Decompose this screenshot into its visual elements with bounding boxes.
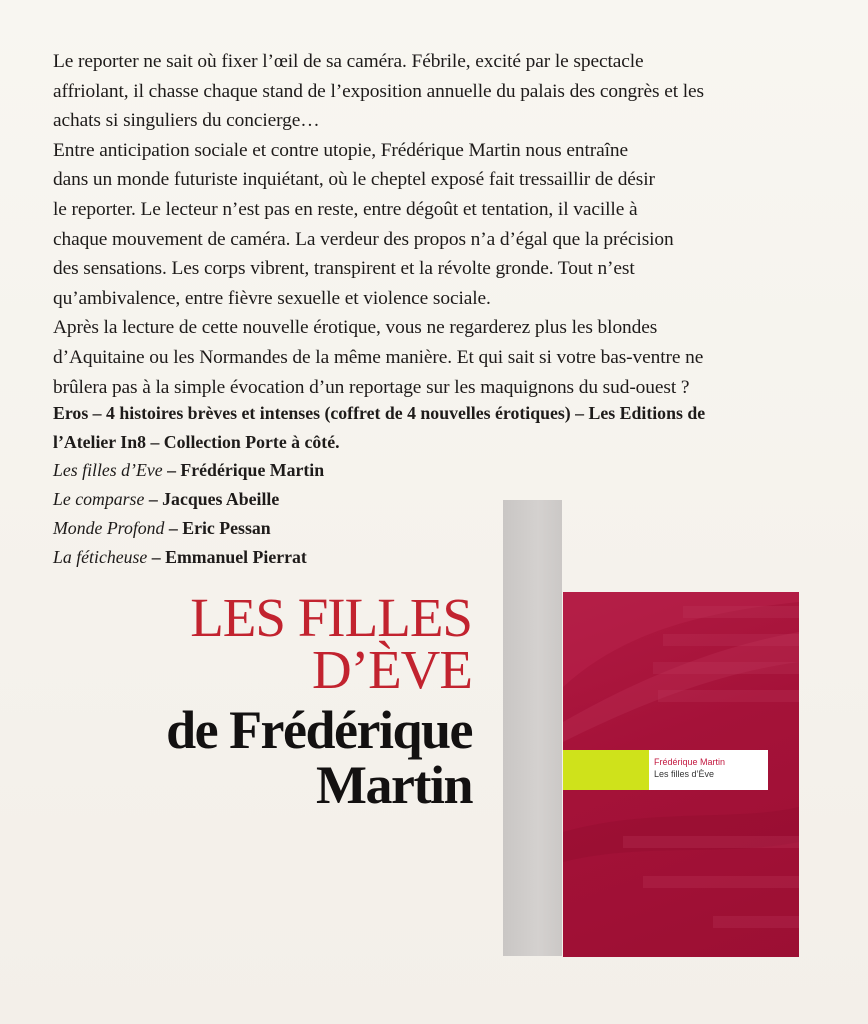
- story-title: Monde Profond: [53, 517, 165, 538]
- story-title: Les filles d’Eve: [53, 460, 163, 481]
- story-entry: [53, 485, 843, 514]
- book-cover-author: Frédérique Martin: [654, 757, 726, 767]
- article-body: [53, 47, 843, 402]
- headline-author-line: Martin: [316, 755, 472, 815]
- story-separator: –: [164, 517, 183, 538]
- story-entry: [53, 514, 843, 543]
- body-line: des sensations. Les corps vibrent, transpirent et la révolte gronde. Tout n’est: [53, 258, 635, 280]
- story-title: La féticheuse: [53, 546, 148, 567]
- collection-line: l’Atelier In8 – Collection Porte à côté.: [53, 431, 340, 452]
- body-line: achats si singuliers du concierge…: [53, 110, 320, 132]
- body-line: le reporter. Le lecteur n’est pas en reste, entre dégoût et tentation, il vacille à: [53, 198, 638, 220]
- body-line: Après la lecture de cette nouvelle érotique, vous ne regarderez plus les blondes: [53, 317, 658, 339]
- body-line: d’Aquitaine ou les Normandes de la même manière. Et qui sait si votre bas-ventre ne: [53, 346, 704, 368]
- headline: [166, 587, 472, 815]
- story-separator: –: [162, 460, 181, 481]
- body-line: chaque mouvement de caméra. La verdeur des propos n’a d’égal que la précision: [53, 228, 674, 250]
- body-line: qu’ambivalence, entre fièvre sexuelle et violence sociale.: [53, 287, 491, 309]
- book-cover-title: Les filles d’Ève: [654, 769, 715, 779]
- book-credits: [53, 399, 843, 571]
- story-author: Emmanuel Pierrat: [165, 546, 307, 567]
- book-cover-image: [563, 592, 799, 957]
- story-entry: [53, 543, 843, 572]
- decorative-grey-bar: [503, 500, 562, 956]
- story-separator: –: [144, 489, 163, 510]
- body-line: affriolant, il chasse chaque stand de l’exposition annuelle du palais des congrès et les: [53, 80, 704, 102]
- body-line: Entre anticipation sociale et contre utopie, Frédérique Martin nous entraîne: [53, 139, 628, 161]
- story-entry: [53, 456, 843, 485]
- story-author: Jacques Abeille: [162, 489, 280, 510]
- body-line: brûlera pas à la simple évocation d’un reportage sur les maquignons du sud-ouest ?: [53, 376, 690, 398]
- story-author: Eric Pessan: [182, 517, 271, 538]
- body-line: dans un monde futuriste inquiétant, où le cheptel exposé fait tressaillir de désir: [53, 169, 655, 191]
- headline-title-line: LES FILLES: [190, 587, 472, 648]
- headline-title-line: D’ÈVE: [312, 639, 472, 700]
- collection-line: Eros – 4 histoires brèves et intenses (coffret de 4 nouvelles érotiques) – Les Editions de: [53, 403, 706, 423]
- headline-author-line: de Frédérique: [166, 700, 472, 760]
- story-separator: –: [147, 546, 166, 567]
- book-cover-label: [649, 750, 768, 790]
- story-title: Le comparse: [53, 489, 145, 510]
- story-author: Frédérique Martin: [180, 460, 325, 481]
- body-line: Le reporter ne sait où fixer l’œil de sa caméra. Fébrile, excité par le spectacle: [53, 51, 644, 72]
